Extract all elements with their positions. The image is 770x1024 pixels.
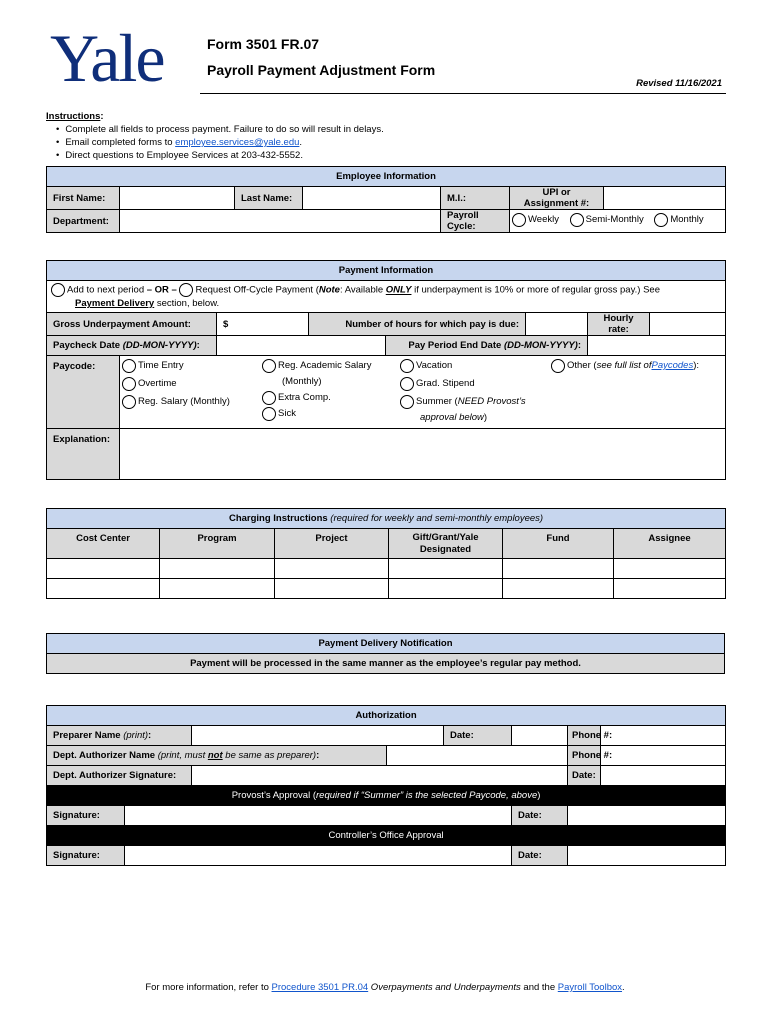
charging-cell[interactable] [389,559,503,579]
option-label: Other ( [567,360,597,371]
controller-date-field[interactable] [568,846,726,866]
radio-icon[interactable] [122,377,136,391]
charging-cell[interactable] [275,559,389,579]
charging-cell[interactable] [503,579,614,599]
paycode-summer[interactable] [400,394,551,426]
preparer-date-label: Date: [444,726,512,746]
payment-delivery-ref: Payment Delivery [75,298,155,309]
preparer-name-field[interactable] [192,726,444,746]
footer [0,982,770,993]
last-name-label: Last Name: [235,187,303,210]
last-name-field[interactable] [303,187,441,210]
footer-text: For more information, refer to [145,982,272,993]
col-project: Project [275,529,389,559]
explanation-label: Explanation: [47,429,120,480]
payroll-toolbox-link[interactable]: Payroll Toolbox [557,982,623,993]
footer-text: . [622,982,625,993]
rest-text: if underpayment is 10% or more of regular gross pay.) See [411,284,660,296]
summer-note: NEED Provost’s [457,396,526,407]
form-number: Form 3501 FR.07 [207,36,320,52]
procedure-link[interactable]: Procedure 3501 PR.04 [271,982,369,993]
dollar-sign: $ [223,318,229,330]
dept-authorizer-name-field[interactable] [387,746,568,766]
radio-icon[interactable] [570,213,584,227]
controller-signature-label: Signature: [47,846,125,866]
hourly-rate-field[interactable] [650,313,726,336]
off-cycle-radio-icon[interactable] [179,283,193,297]
authorization-header: Authorization [47,706,726,726]
provost-date-field[interactable] [568,806,726,826]
preparer-name-label [47,726,192,746]
dept-authorizer-date-field[interactable] [601,766,726,786]
add-next-period-label: Add to next period [67,284,145,296]
paycode-column-3 [400,358,551,426]
revised-date: Revised 11/16/2021 [636,78,722,89]
charging-cell[interactable] [47,559,160,579]
paycode-time-entry[interactable] [122,358,262,374]
payment-delivery-header: Payment Delivery Notification [47,634,725,654]
paycode-extra-comp[interactable] [262,390,400,406]
cycle-monthly-option[interactable] [654,213,703,227]
paycode-other[interactable] [551,358,699,374]
instruction-item [56,136,384,149]
col-cost-center: Cost Center [47,529,160,559]
charging-header-text: Charging Instructions [228,513,328,524]
radio-icon[interactable] [400,359,414,373]
header-rule [200,93,726,94]
instructions: Instructions: • Complete all fields to process payment. Failure to do so will result in delays. • Email completed forms to employee.services@yale.edu. • Direct questions to Employee Services at 203-432-5552. [46,110,384,162]
paycode-sick[interactable] [262,406,400,422]
paycode-options [120,356,726,429]
explanation-field[interactable] [120,429,726,480]
option-label: Summer ( [416,396,458,407]
payment-information-header: Payment Information [47,261,726,281]
option-label: Grad. Stipend [416,378,475,389]
email-link[interactable]: employee.services@yale.edu [175,137,300,148]
hours-label: Number of hours for which pay is due: [309,313,526,336]
preparer-date-field[interactable] [512,726,568,746]
colon: : [148,730,152,741]
controller-date-label: Date: [512,846,568,866]
option-label: Reg. Salary (Monthly) [138,396,230,407]
paycheck-date-format: (DD-MON-YYYY) [122,340,197,351]
paycode-grad-stipend[interactable] [400,376,551,392]
charging-cell[interactable] [47,579,160,599]
radio-icon[interactable] [551,359,565,373]
dept-authorizer-phone-label: Phone #: [568,746,601,766]
option-label: Semi-Monthly [585,214,644,225]
radio-icon[interactable] [512,213,526,227]
dept-auth-text: Dept. Authorizer Name [53,750,158,761]
dept-note: (print, must [157,750,208,761]
section-below-text: section, below. [154,298,220,309]
payroll-cycle-options [510,210,726,233]
charging-header-note: (required for weekly and semi-monthly employees) [327,513,544,524]
colon: : [316,750,320,761]
hours-field[interactable] [526,313,588,336]
upi-label: UPI or Assignment #: [510,187,604,210]
provost-signature-field[interactable] [125,806,512,826]
other-note: see full list of [596,360,652,371]
mi-label: M.I.: [441,187,510,210]
payroll-cycle-label: Payroll Cycle: [441,210,510,233]
or-separator: – OR – [144,284,180,296]
period-end-text: Pay Period End Date [408,340,504,351]
payment-period-row [47,281,726,313]
footer-italic: Overpayments and Underpayments [368,982,521,993]
off-cycle-label: Request Off-Cycle Payment ( [195,284,319,296]
form-title: Payroll Payment Adjustment Form [207,62,436,78]
option-label: Time Entry [138,360,184,371]
dept-authorizer-signature-field[interactable] [192,766,568,786]
controller-approval-header: Controller’s Office Approval [47,826,726,846]
preparer-text: Preparer Name [53,730,124,741]
charging-cell[interactable] [389,579,503,599]
dept-note-not: not [207,750,223,761]
col-assignee: Assignee [614,529,726,559]
paycode-reg-salary[interactable] [122,394,262,410]
cycle-semi-monthly-option[interactable] [570,213,644,227]
payment-delivery-text: Payment will be processed in the same manner as the employee’s regular pay method. [47,654,725,674]
provost-signature-label: Signature: [47,806,125,826]
first-name-field[interactable] [120,187,235,210]
charging-cell[interactable] [614,559,726,579]
charging-cell[interactable] [160,559,275,579]
provost-note: required if “Summer” is the selected Paycode, above [316,790,538,801]
instruction-item: • Direct questions to Employee Services at 203-432-5552. [56,149,384,162]
col-gift-grant: Gift/Grant/Yale Designated [389,529,503,559]
provost-approval-header [47,786,726,806]
paycode-overtime[interactable] [122,376,262,392]
radio-icon[interactable] [400,377,414,391]
provost-date-label: Date: [512,806,568,826]
col-program: Program [160,529,275,559]
gross-underpayment-field[interactable] [217,313,309,336]
controller-signature-field[interactable] [125,846,512,866]
dept-authorizer-signature-label: Dept. Authorizer Signature: [47,766,192,786]
paycode-column-2 [262,358,400,426]
paycheck-date-text: Paycheck Date [53,340,123,351]
paycheck-date-label: Paycheck Date (DD-MON-YYYY): [47,336,217,356]
option-label: Extra Comp. [278,392,331,403]
radio-icon[interactable] [400,395,414,409]
charging-cell[interactable] [160,579,275,599]
hourly-rate-label: Hourly rate: [588,313,650,336]
payment-information-table [46,260,726,480]
instruction-text: . [299,137,303,148]
note-label: Note [318,284,340,296]
payment-delivery-table [46,633,725,674]
department-label: Department: [47,210,120,233]
charging-cell[interactable] [503,559,614,579]
gross-underpayment-label: Gross Underpayment Amount: [47,313,217,336]
charging-cell[interactable] [614,579,726,599]
add-next-period-radio-icon[interactable] [51,283,65,297]
dept-authorizer-date-label: Date: [568,766,601,786]
authorization-table [46,705,726,866]
option-label: Sick [278,408,296,419]
employee-information-header: Employee Information [47,167,726,187]
period-end-format: (DD-MON-YYYY) [503,340,578,351]
yale-logo: Yale [50,20,164,96]
paycode-vacation[interactable] [400,358,551,374]
other-close: ): [693,360,700,371]
preparer-phone-field[interactable] [601,726,726,746]
upi-field[interactable] [604,187,726,210]
option-label: (Monthly) [282,376,322,387]
option-label: Reg. Academic Salary [278,360,372,371]
provost-text: Provost’s Approval ( [231,790,316,801]
employee-information-table [46,166,726,233]
dept-authorizer-phone-field[interactable] [601,746,726,766]
paycode-reg-academic[interactable] [262,358,400,390]
paycode-column-4 [551,358,699,426]
col-fund: Fund [503,529,614,559]
paycode-label: Paycode: [47,356,120,429]
footer-text: and the [520,982,558,993]
summer-note: approval below [420,412,484,423]
preparer-note: (print) [123,730,149,741]
dept-authorizer-name-label [47,746,387,766]
paycheck-date-field[interactable] [217,336,386,356]
charging-instructions-header [47,509,726,529]
radio-icon[interactable] [654,213,668,227]
preparer-phone-label: Phone #: [568,726,601,746]
option-label: Vacation [416,360,453,371]
radio-icon[interactable] [122,395,136,409]
instruction-text: Email completed forms to [65,137,176,148]
charging-instructions-table [46,508,726,599]
radio-icon[interactable] [262,407,276,421]
option-label: Weekly [528,214,559,225]
option-label: Overtime [138,378,177,389]
period-end-label: Pay Period End Date (DD-MON-YYYY): [386,336,588,356]
option-label: Monthly [670,214,704,225]
charging-cell[interactable] [275,579,389,599]
radio-icon[interactable] [122,359,136,373]
dept-note: be same as preparer) [222,750,317,761]
provost-close: ) [537,790,541,801]
department-field[interactable] [120,210,441,233]
period-end-field[interactable] [588,336,726,356]
instructions-title: Instructions [46,111,101,122]
paycode-column-1 [122,358,262,426]
paycodes-link[interactable]: Paycodes [651,360,694,371]
radio-icon[interactable] [262,359,276,373]
radio-icon[interactable] [262,391,276,405]
instruction-item: • Complete all fields to process payment. Failure to do so will result in delays. [56,123,384,136]
available-text: : Available [339,284,386,296]
first-name-label: First Name: [47,187,120,210]
only-text: ONLY [385,284,412,296]
summer-close: ) [483,412,488,423]
cycle-weekly-option[interactable] [512,213,559,227]
